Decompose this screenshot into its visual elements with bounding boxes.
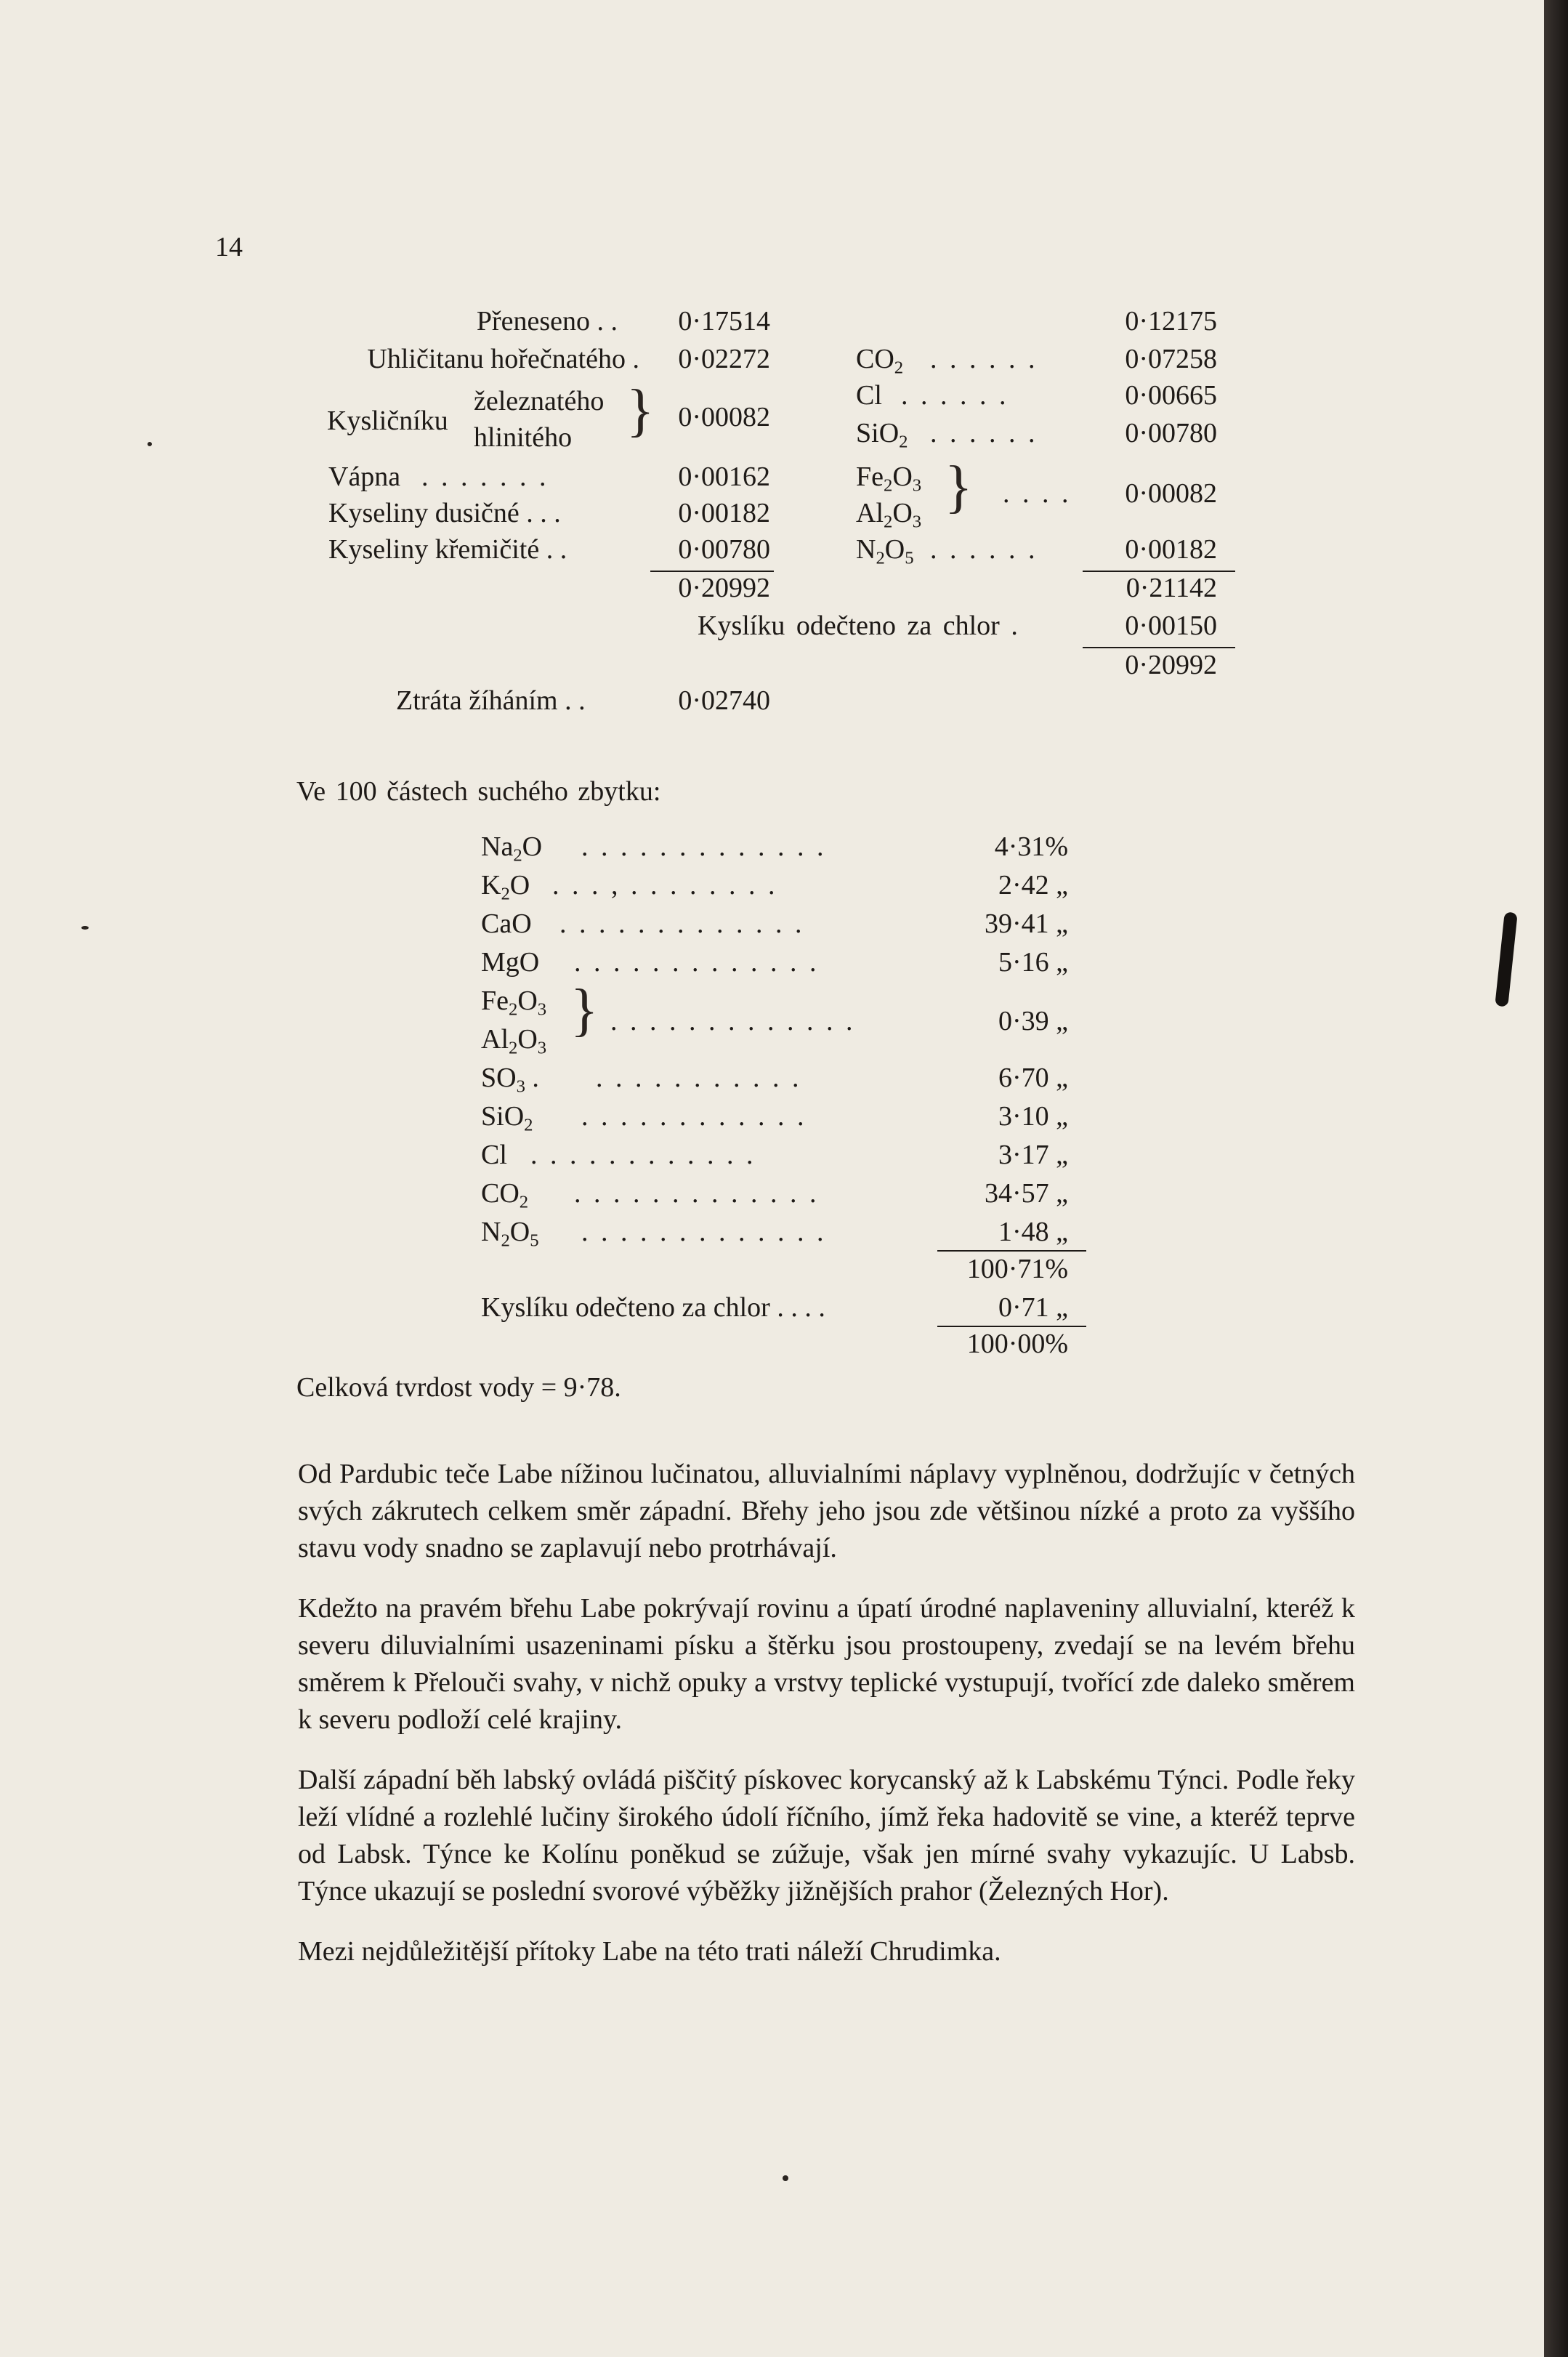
sum-rule [1083, 647, 1235, 648]
value-sio2: 3·10 „ [998, 1101, 1068, 1132]
n2o5-value: 0·00182 [1125, 534, 1217, 565]
value-cao: 39·41 „ [984, 908, 1068, 939]
value-mgo: 5·16 „ [998, 947, 1068, 978]
oxygen-deducted-value: 0·00150 [1125, 611, 1217, 641]
right-total: 0·20992 [1125, 650, 1217, 680]
formula-k2o: $K_2O$ [481, 870, 530, 904]
speck [81, 926, 89, 930]
formula-cl: Cl [481, 1140, 507, 1170]
right-carried-value: 0·12175 [1125, 306, 1217, 337]
leader-dots: . . . . . . [930, 418, 1038, 448]
value-k2o: 2·42 „ [998, 870, 1068, 901]
percent-sum: 100·71% [966, 1254, 1068, 1284]
sum-rule [650, 571, 774, 572]
leader-dots: . . . . . . [930, 344, 1038, 374]
sum-rule [937, 1250, 1086, 1252]
page-edge [1544, 0, 1568, 2357]
formula-cao: CaO [481, 908, 532, 939]
magnesium-carbonate-label: Uhličitanu hořečnatého . [367, 344, 639, 374]
brace-icon: } [570, 978, 599, 1042]
formula-co2: $CO_2$ [481, 1178, 529, 1212]
leader-dots: . . . , . . . . . . . . [552, 870, 778, 901]
formula-fe2o3: $Fe_2O_3$ [481, 986, 547, 1020]
leader-dots: . . . . . . . . . . . . [581, 1101, 807, 1132]
sio2-value: 0·00780 [1125, 418, 1217, 448]
n2o5-formula: $N_2O_5$ [856, 534, 914, 568]
sum-rule [937, 1326, 1086, 1327]
percent-oxygen-label: Kyslíku odečteno za chlor . . . . [481, 1292, 825, 1323]
leader-dots: . . . . . . . . . . . . . [559, 908, 805, 939]
nitric-acid-value: 0·00182 [678, 498, 770, 528]
value-cl: 3·17 „ [998, 1140, 1068, 1170]
nitric-acid-label: Kyseliny dusičné . . . [328, 498, 561, 528]
formula-sio2: SiO$_2$ [481, 1101, 533, 1135]
ignition-loss-value: 0·02740 [678, 685, 770, 716]
leader-dots: . . . . . . [930, 534, 1038, 565]
co2-formula: $CO_2$ [856, 344, 904, 378]
leader-dots: . . . . . . . [421, 462, 549, 492]
formula-mgo: MgO [481, 947, 540, 978]
left-total: 0·20992 [678, 573, 770, 603]
percent-oxygen-value: 0·71 „ [998, 1292, 1068, 1323]
value-co2: 34·57 „ [984, 1178, 1068, 1209]
oxide-label: Kysličníku [327, 406, 448, 436]
leader-dots: . . . . . . . . . . . . . [581, 1217, 827, 1247]
formula-so3: $SO_3$ . [481, 1063, 539, 1097]
paragraph: Kdežto na pravém břehu Labe pokrývají rovinu a úpatí úrodné naplaveniny alluvialní, kteréž k severu diluvialními usazeninami písku a štěrku jsou prostoupeny, zvedají se na levém břehu směrem k Přelouči svahy, v nichž opuky a vrstvy teplické vystupují, tvořící zde daleko směrem k severu podloží celé krajiny. [298, 1593, 1355, 1735]
al2o3-formula: $Al_2O_3$ [856, 498, 922, 532]
oxide-iron-label: železnatého [474, 386, 605, 416]
leader-dots: . . . . . . . . . . . . [530, 1140, 756, 1170]
co2-value: 0·07258 [1125, 344, 1217, 374]
paragraph: Mezi nejdůležitější přítoky Labe na této trati náleží Chrudimka. [298, 1936, 1001, 1967]
lime-value: 0·00162 [678, 462, 770, 492]
leader-dots: . . . . [1003, 478, 1072, 509]
magnesium-carbonate-value: 0·02272 [678, 344, 770, 374]
leader-dots: . . . . . . . . . . . . . [581, 831, 827, 862]
lime-label: Vápna [328, 462, 401, 492]
brace-icon: } [945, 455, 973, 519]
leader-dots: . . . . . . [901, 380, 1009, 411]
body-text [298, 1456, 1355, 1994]
formula-n2o5: $N_2O_5$ [481, 1217, 539, 1251]
paragraph: Další západní běh labský ovládá piščitý pískovec korycanský až k Labskému Týnci. Podle řeky leží vlídné a rozlehlé lučiny širokého údolí říčního, jímž řeka hadovitě se vine, a kteréž teprve od Labsk. Týnce ke Kolínu poněkud se zúžuje, však jen mírné svahy vykazujíc. U Labsb. Týnce ukazují se poslední svorové výběžky jižnějších prahor (Železných Hor). [298, 1765, 1355, 1906]
water-hardness: Celková tvrdost vody = 9·78. [296, 1372, 621, 1403]
oxide-aluminum-label: hlinitého [474, 422, 573, 453]
value-so3: 6·70 „ [998, 1063, 1068, 1093]
leader-dots: . . . . . . . . . . . . . [574, 1178, 820, 1209]
percent-total: 100·00% [966, 1329, 1068, 1359]
speck [147, 442, 152, 446]
sio2-formula: SiO$_2$ [856, 418, 908, 452]
paragraph: Od Pardubic teče Labe nížinou lučinatou, alluvialními náplavy vyplněnou, dodržujíc v četných svých zákrutech celkem směr západní. Břehy jeho jsou zde většinou nízké a proto za vyššího stavu vody snadno se zaplavují nebo protrhávají. [298, 1459, 1355, 1563]
value-n2o5: 1·48 „ [998, 1217, 1068, 1247]
formula-al2o3: $Al_2O_3$ [481, 1024, 547, 1058]
silicic-acid-label: Kyseliny křemičité . . [328, 534, 567, 565]
leader-dots: . . . . . . . . . . . [596, 1063, 802, 1093]
cl-value: 0·00665 [1125, 380, 1217, 411]
binding-mark [1495, 911, 1517, 1007]
leader-dots: . . . . . . . . . . . . . [574, 947, 820, 978]
value-na2o: 4·31% [994, 831, 1068, 862]
cl-formula: Cl [856, 380, 882, 411]
oxide-value: 0·00082 [678, 402, 770, 432]
sum-rule [1083, 571, 1235, 572]
fe-al-value: 0·00082 [1125, 478, 1217, 509]
leader-dots: . . . . . . . . . . . . . [610, 1006, 856, 1036]
right-subtotal: 0·21142 [1126, 573, 1217, 603]
carried-label: Přeneseno . . [476, 306, 618, 337]
speck [783, 2175, 788, 2181]
formula-na2o: $Na_2O$ [481, 831, 543, 866]
fe2o3-formula: $Fe_2O_3$ [856, 462, 922, 496]
oxygen-deducted-label: Kyslíku odečteno za chlor . [698, 611, 1018, 641]
brace-icon: } [626, 379, 655, 443]
value-fe-al: 0·39 „ [998, 1006, 1068, 1036]
silicic-acid-value: 0·00780 [678, 534, 770, 565]
percent-heading: Ve 100 částech suchého zbytku: [296, 776, 661, 807]
ignition-loss-label: Ztráta žíháním . . [396, 685, 586, 716]
carried-value: 0·17514 [678, 306, 770, 337]
page-number: 14 [215, 232, 243, 262]
